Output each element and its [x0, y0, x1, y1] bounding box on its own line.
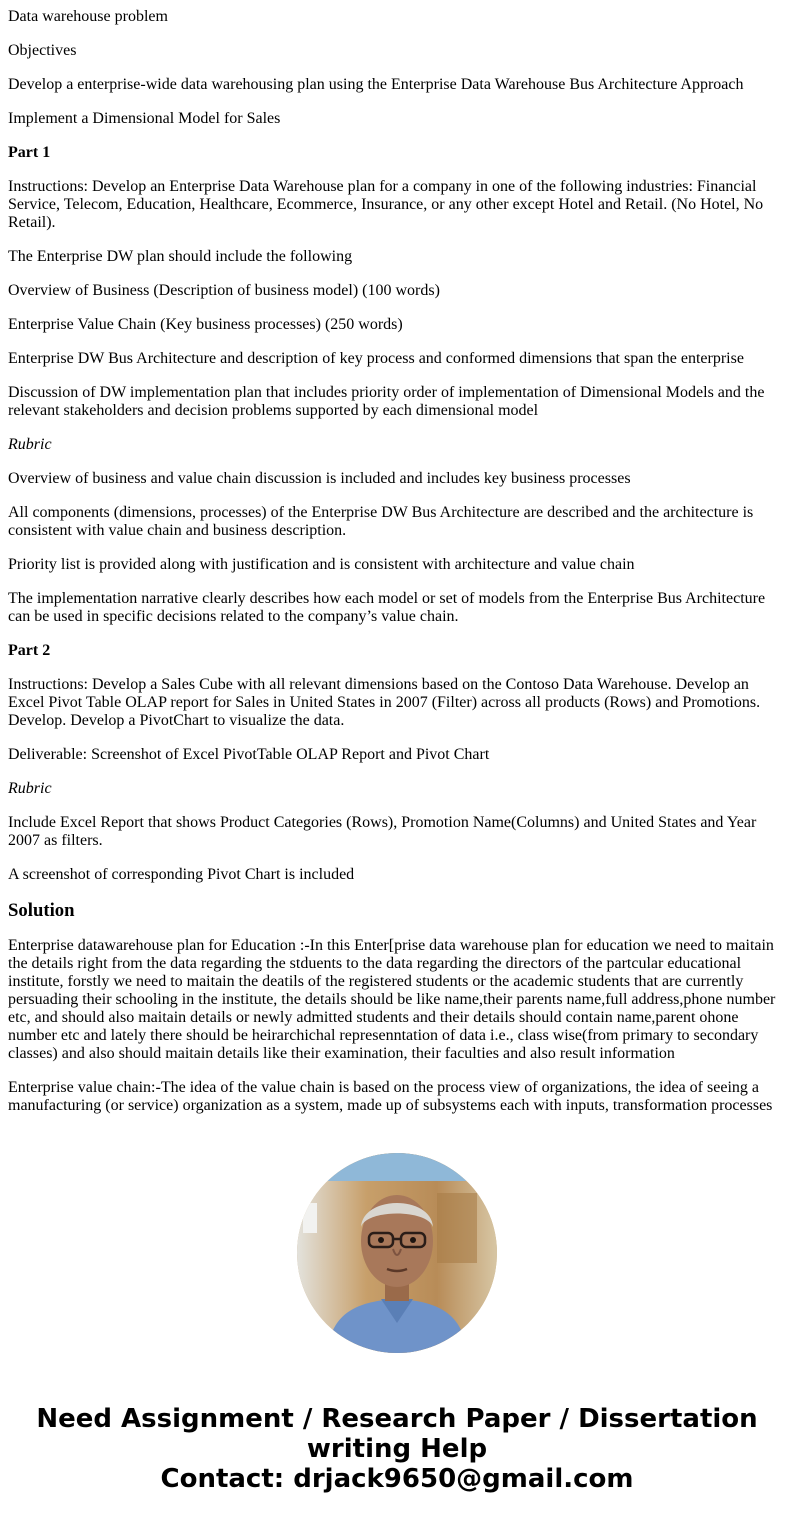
part1-item: Enterprise DW Bus Architecture and description of key process and conformed dimensions that span the enterprise	[8, 350, 744, 367]
solution-paragraph: Enterprise value chain:-The idea of the value chain is based on the process view of organizations, the idea of seeing a manufacturing (or service) organization as a system, made up of subsystems each with inputs, transformation processes	[8, 1079, 773, 1114]
part1-item: Enterprise Value Chain (Key business processes) (250 words)	[8, 316, 403, 333]
part2-deliverable: Deliverable: Screenshot of Excel PivotTable OLAP Report and Pivot Chart	[8, 746, 490, 763]
solution-paragraph: Enterprise datawarehouse plan for Education :-In this Enter[prise data warehouse plan for education we need to maitain the details right from the data regarding the stduents to the data regarding the directors of the partcular educational institute, forstly we need to maitain the deatils of the registered students or the academic students that are currently persuading their schooling in the institute, the details should be like name,their parents name,full address,phone number etc, and should also maitain details or newly admitted students and their details should contain name,parent ohone number etc and lately there should be heirarchichal represenntation of data i.e., class wise(from primary to secondary classes) and also should maitain details like their examination, their faculties and also result information	[8, 937, 776, 1062]
part2-rubric-heading-text: Rubric	[8, 780, 52, 797]
part1-rubric-item: Priority list is provided along with justification and is consistent with architecture and value chain	[8, 556, 635, 573]
left-eye	[378, 1237, 384, 1243]
part1-heading-text: Part 1	[8, 144, 51, 161]
promo-banner	[0, 1404, 794, 1494]
author-portrait-image	[297, 1153, 497, 1353]
photo-wall-panel	[437, 1193, 477, 1263]
photo-wall-switch	[303, 1203, 317, 1233]
author-photo	[297, 1153, 497, 1353]
part2-rubric-item: Include Excel Report that shows Product Categories (Rows), Promotion Name(Columns) and United States and Year 2007 as filters.	[8, 814, 757, 849]
part1-item: Discussion of DW implementation plan that includes priority order of implementation of Dimensional Models and the relevant stakeholders and decision problems supported by each dimensional model	[8, 384, 765, 419]
part1-intro: The Enterprise DW plan should include the following	[8, 248, 353, 265]
part2-rubric-heading	[8, 780, 778, 798]
part1-heading	[8, 144, 778, 162]
photo-top-band	[297, 1153, 497, 1181]
part2-heading-text: Part 2	[8, 642, 51, 659]
part2-rubric-item: A screenshot of corresponding Pivot Chart is included	[8, 866, 355, 883]
document-title: Data warehouse problem	[8, 8, 168, 25]
right-eye	[410, 1237, 416, 1243]
part1-rubric-heading	[8, 436, 778, 454]
objectives-heading: Objectives	[8, 42, 77, 59]
promo-line: Need Assignment / Research Paper / Dissertation	[36, 1404, 758, 1434]
part1-rubric-item: All components (dimensions, processes) of the Enterprise DW Bus Architecture are described and the architecture is consistent with value chain and business description.	[8, 504, 754, 539]
objective-item: Implement a Dimensional Model for Sales	[8, 110, 281, 127]
part1-rubric-heading-text: Rubric	[8, 436, 52, 453]
part2-instructions: Instructions: Develop a Sales Cube with all relevant dimensions based on the Contoso Data Warehouse. Develop an Excel Pivot Table OLAP report for Sales in United States in 2007 (Filter) across all products (Rows) and Promotions. Develop. Develop a PivotChart to visualize the data.	[8, 676, 761, 729]
promo-line: writing Help	[306, 1434, 488, 1464]
promo-contact: Contact: drjack9650@gmail.com	[160, 1464, 634, 1494]
part1-item: Overview of Business (Description of business model) (100 words)	[8, 282, 440, 299]
part2-heading	[8, 642, 778, 660]
part1-rubric-item: The implementation narrative clearly describes how each model or set of models from the Enterprise Bus Architecture can be used in specific decisions related to the company’s value chain.	[8, 590, 766, 625]
part1-rubric-item: Overview of business and value chain discussion is included and includes key business processes	[8, 470, 631, 487]
part1-instructions: Instructions: Develop an Enterprise Data Warehouse plan for a company in one of the following industries: Financial Service, Telecom, Education, Healthcare, Ecommerce, Insurance, or any other except Hotel and Retail. (No Hotel, No Retail).	[8, 178, 764, 231]
document-content	[8, 8, 778, 1131]
solution-heading: Solution	[8, 900, 75, 921]
objective-item: Develop a enterprise-wide data warehousing plan using the Enterprise Data Warehouse Bus Architecture Approach	[8, 76, 744, 93]
